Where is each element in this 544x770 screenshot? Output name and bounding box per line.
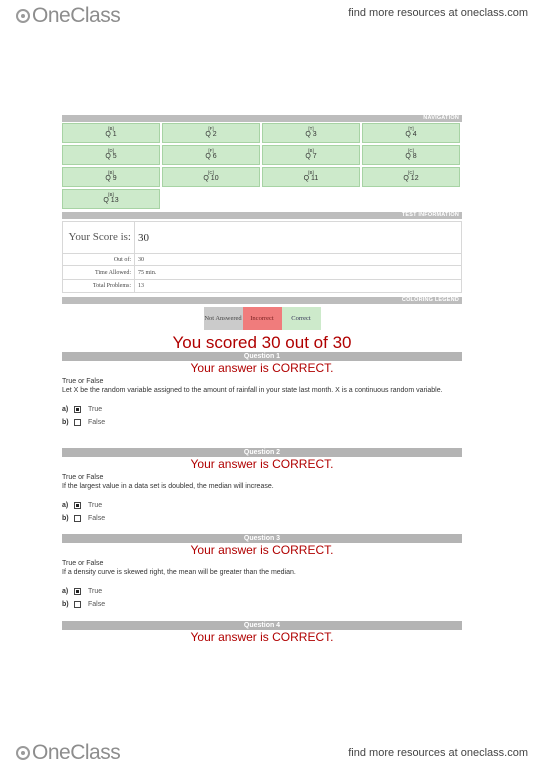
- navigation-panel: [62, 115, 462, 210]
- nav-tag: [B]: [308, 148, 314, 153]
- nav-question-11[interactable]: [262, 167, 360, 187]
- option-letter: a): [62, 588, 69, 595]
- nav-label: Q 4: [405, 131, 417, 138]
- option-text: False: [88, 601, 106, 608]
- question-2-answers: [62, 499, 462, 525]
- nav-label: Q 5: [105, 153, 117, 160]
- question-3-block: [62, 534, 462, 611]
- out-of-label: Out of:: [63, 254, 135, 266]
- test-information-title: TEST INFORMATION: [62, 212, 462, 219]
- checked-box-icon[interactable]: [74, 588, 81, 595]
- nav-tag: [C]: [408, 148, 414, 153]
- nav-tag: [T]: [408, 126, 414, 131]
- nav-label: Q 13: [103, 197, 119, 204]
- nav-tag: [T]: [308, 126, 314, 131]
- question-2-type: True or False: [62, 474, 104, 481]
- time-allowed-value: 75 min.: [135, 266, 462, 280]
- nav-question-3[interactable]: [262, 123, 360, 143]
- option-letter: b): [62, 601, 69, 608]
- your-score-label: Your Score is:: [63, 222, 135, 254]
- checkbox-icon[interactable]: [74, 515, 81, 522]
- question-1-type: True or False: [62, 378, 104, 385]
- nav-question-8[interactable]: [362, 145, 460, 165]
- legend-swatches: [62, 307, 462, 330]
- nav-tag: [F]: [208, 126, 214, 131]
- nav-tag: [B]: [308, 170, 314, 175]
- nav-question-1[interactable]: [62, 123, 160, 143]
- navigation-title: NAVIGATION: [62, 115, 462, 122]
- option-letter: a): [62, 406, 69, 413]
- answer-option-b[interactable]: [62, 416, 462, 429]
- question-2-text: If the largest value in a data set is doubled, the median will increase.: [62, 483, 274, 490]
- answer-option-a[interactable]: [62, 499, 462, 512]
- nav-question-7[interactable]: [262, 145, 360, 165]
- question-4-result: Your answer is CORRECT.: [190, 630, 334, 644]
- total-score-message: You scored 30 out of 30: [172, 333, 352, 352]
- brand-name: OneClass: [32, 741, 121, 764]
- oneclass-logo-icon: [16, 746, 30, 760]
- nav-tag: [F]: [208, 148, 214, 153]
- checkbox-icon[interactable]: [74, 601, 81, 608]
- question-3-text: If a density curve is skewed right, the mean will be greater than the median.: [62, 569, 296, 576]
- question-4-title: Question 4: [62, 621, 462, 630]
- coloring-legend-panel: [62, 297, 462, 353]
- nav-label: Q 10: [203, 175, 219, 182]
- question-3-answers: [62, 585, 462, 611]
- nav-label: Q 12: [403, 175, 419, 182]
- answer-option-b[interactable]: [62, 512, 462, 525]
- answer-option-a[interactable]: [62, 403, 462, 416]
- nav-tag: [B]: [108, 126, 114, 131]
- nav-tag: [B]: [108, 192, 114, 197]
- legend-incorrect: Incorrect: [243, 307, 282, 330]
- nav-label: Q 2: [205, 131, 217, 138]
- nav-tag: [B]: [108, 170, 114, 175]
- question-1-result: Your answer is CORRECT.: [190, 361, 334, 375]
- option-text: True: [88, 588, 103, 595]
- checked-box-icon[interactable]: [74, 406, 81, 413]
- option-letter: a): [62, 502, 69, 509]
- nav-question-13[interactable]: [62, 189, 160, 209]
- nav-question-6[interactable]: [162, 145, 260, 165]
- question-1-title: Question 1: [62, 352, 462, 361]
- question-3-type: True or False: [62, 560, 104, 567]
- nav-label: Q 3: [305, 131, 317, 138]
- question-3-title: Question 3: [62, 534, 462, 543]
- question-2-block: [62, 448, 462, 525]
- question-1-text: Let X be the random variable assigned to the amount of rainfall in your state last month. X is a continuous random variable.: [62, 387, 443, 394]
- nav-question-2[interactable]: [162, 123, 260, 143]
- brand-name: OneClass: [32, 4, 121, 27]
- question-2-result: Your answer is CORRECT.: [190, 457, 334, 471]
- legend-correct: Correct: [282, 307, 321, 330]
- legend-not-answered: Not Answered: [204, 307, 243, 330]
- nav-label: Q 8: [405, 153, 417, 160]
- question-4-block: [62, 621, 462, 644]
- footer-resources-link[interactable]: find more resources at oneclass.com: [348, 747, 528, 759]
- nav-tag: [D]: [108, 148, 114, 153]
- nav-label: Q 7: [305, 153, 317, 160]
- footer-oneclass-logo[interactable]: [16, 741, 120, 765]
- total-problems-value: 13: [135, 280, 462, 293]
- option-text: False: [88, 515, 106, 522]
- option-text: False: [88, 419, 106, 426]
- answer-option-b[interactable]: [62, 598, 462, 611]
- option-text: True: [88, 406, 103, 413]
- out-of-value: 30: [135, 254, 462, 266]
- nav-label: Q 1: [105, 131, 117, 138]
- nav-label: Q 6: [205, 153, 217, 160]
- answer-option-a[interactable]: [62, 585, 462, 598]
- option-letter: b): [62, 515, 69, 522]
- nav-question-12[interactable]: [362, 167, 460, 187]
- option-letter: b): [62, 419, 69, 426]
- question-nav-grid: [62, 122, 462, 210]
- option-text: True: [88, 502, 103, 509]
- question-1-block: [62, 352, 462, 429]
- checkbox-icon[interactable]: [74, 419, 81, 426]
- question-2-title: Question 2: [62, 448, 462, 457]
- score-table: [62, 221, 462, 293]
- nav-label: Q 9: [105, 175, 117, 182]
- nav-label: Q 11: [303, 175, 319, 182]
- header-resources-link[interactable]: find more resources at oneclass.com: [348, 7, 528, 19]
- question-3-result: Your answer is CORRECT.: [190, 543, 334, 557]
- your-score-value: 30: [135, 222, 462, 254]
- nav-question-4[interactable]: [362, 123, 460, 143]
- coloring-legend-title: COLORING LEGEND: [62, 297, 462, 304]
- oneclass-logo[interactable]: [16, 4, 120, 28]
- checked-box-icon[interactable]: [74, 502, 81, 509]
- total-problems-label: Total Problems:: [63, 280, 135, 293]
- time-allowed-label: Time Allowed:: [63, 266, 135, 280]
- nav-question-10[interactable]: [162, 167, 260, 187]
- test-information-panel: [62, 212, 462, 293]
- nav-tag: [C]: [208, 170, 214, 175]
- nav-tag: [C]: [408, 170, 414, 175]
- nav-question-5[interactable]: [62, 145, 160, 165]
- nav-question-9[interactable]: [62, 167, 160, 187]
- question-1-answers: [62, 403, 462, 429]
- oneclass-logo-icon: [16, 9, 30, 23]
